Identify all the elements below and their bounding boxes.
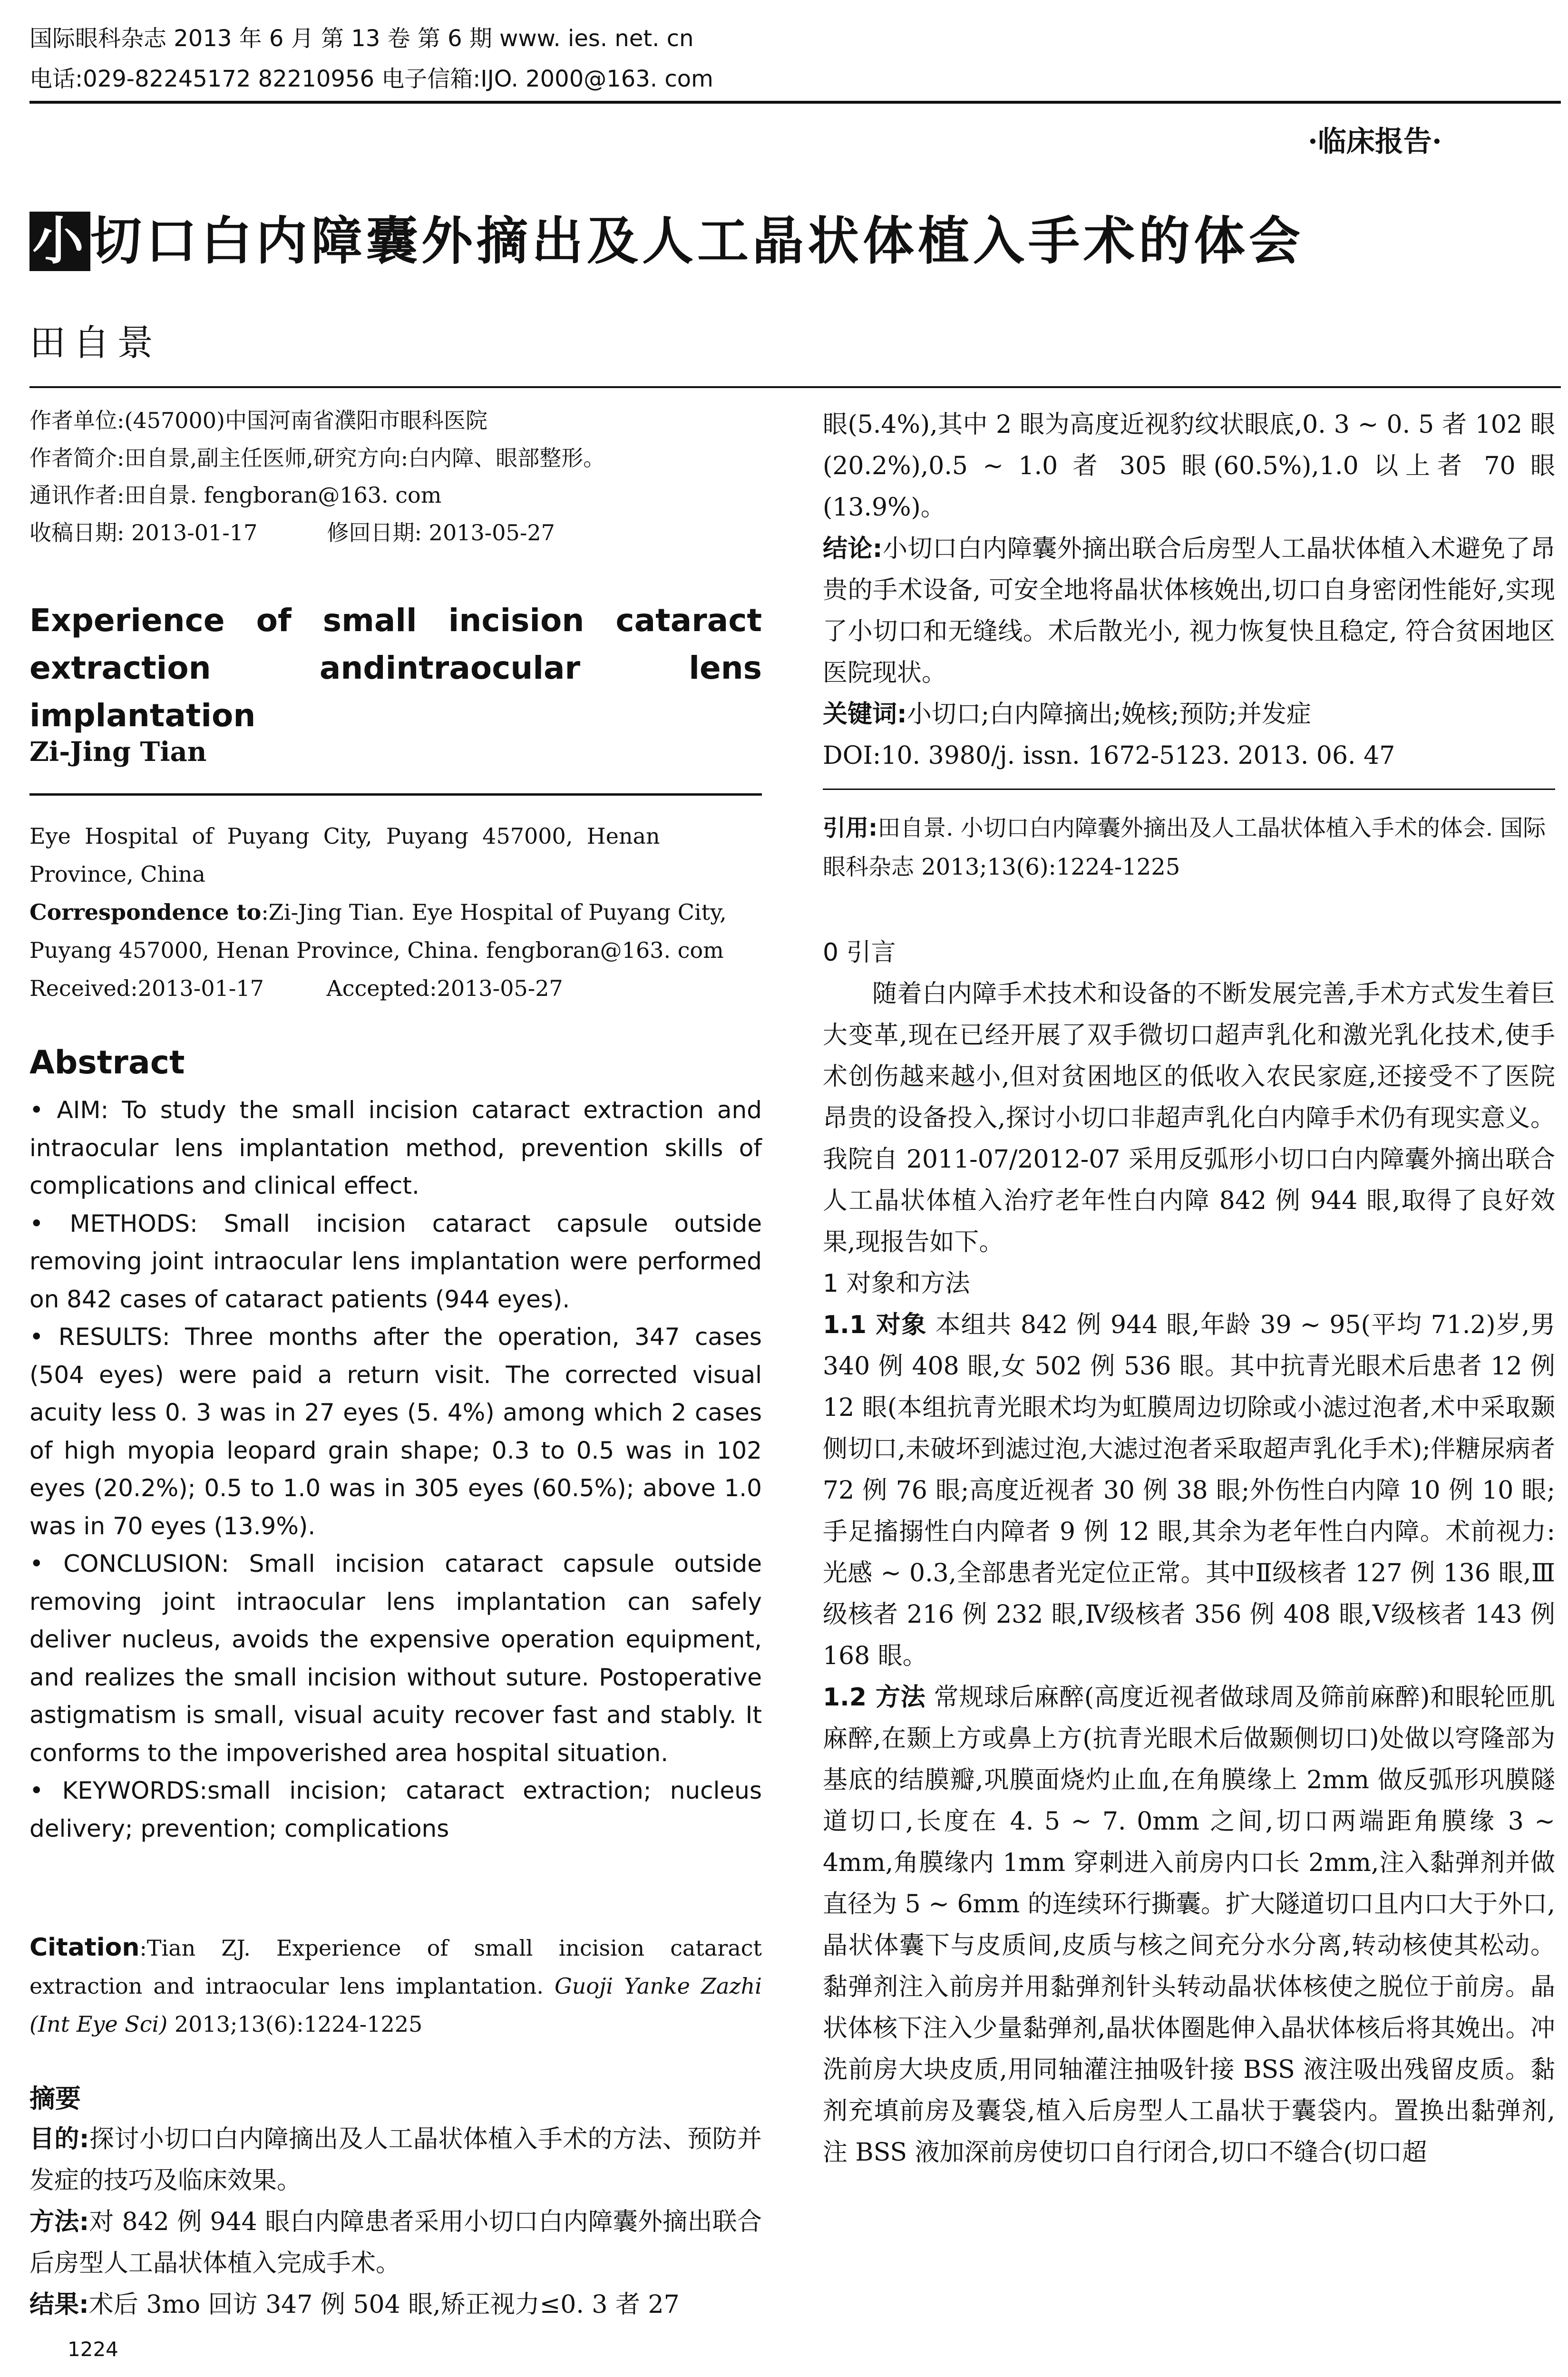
section-tag: ·临床报告· (1308, 125, 1442, 158)
title-rest: 切口白内障囊外摘出及人工晶状体植入手术的体会 (90, 212, 1305, 271)
english-author: Zi-Jing Tian (29, 736, 207, 768)
zh-conclusion-text: 小切口白内障囊外摘出联合后房型人工晶状体植入术避免了昂贵的手术设备, 可安全地将晶状体核娩出,切口自身密闭性能好,实现了小切口和无缝线。术后散光小, 视力恢复快且稳定, 符合贫困地区医院现状。 (823, 535, 1555, 687)
citation-zh (823, 809, 1555, 887)
subsection-1-2-label: 1.2 方法 (823, 1683, 926, 1712)
zh-abstract-continued (823, 404, 1555, 777)
journal-info-line: 国际眼科杂志 2013 年 6 月 第 13 卷 第 6 期 www. ies. net. cn (29, 25, 694, 52)
zh-abstract-body (29, 2119, 762, 2326)
citation-label: Citation (29, 1933, 140, 1962)
zh-keywords-text: 小切口;白内障摘出;娩核;预防;并发症 (906, 700, 1311, 729)
abstract-results: • RESULTS: Three months after the operation, 347 cases (504 eyes) were paid a return visit. The corrected visual acuity less 0. 3 was in 27 eyes (5. 4%) among which 2 cases of high myopia leopard grain shape; 0.3 to 0.5 was in 102 eyes (20.2%); 0.5 to 1.0 was in 305 eyes (60.5%); above 1.0 was in 70 eyes (13.9%). (29, 1323, 762, 1540)
zh-results-text-b: 眼(5.4%),其中 2 眼为高度近视豹纹状眼底,0. 3 ~ 0. 5 者 102 眼(20.2%),0.5 ~ 1.0 者 305 眼(60.5%),1.0 以上者 70 眼(13.9%)。 (823, 410, 1555, 522)
zh-aim-label: 目的: (29, 2125, 89, 2153)
section-0-paragraph: 随着白内障手术技术和设备的不断发展完善,手术方式发生着巨大变革,现在已经开展了双手微切口超声乳化和激光乳化技术,使手术创伤越来越小,但对贫困地区的低收入农民家庭,还接受不了医院昂贵的设备投入,探讨小切口非超声乳化白内障手术仍有现实意义。我院自 2011-07/2012-07 采用反弧形小切口白内障囊外摘出联合人工晶状体植入治疗老年性白内障 842 例 944 眼,取得了良好效果,现报告如下。 (823, 980, 1555, 1257)
citation-text: :Tian ZJ. Experience of small incision cataract extraction and intraocular lens implantation. (29, 1935, 762, 1999)
left-column (29, 402, 762, 551)
affiliation-corr: 通讯作者:田自景. fengboran@163. com (29, 482, 442, 508)
english-address-1: Eye Hospital of Puyang City, Puyang 457000, Henan (29, 823, 660, 849)
body-text (823, 932, 1555, 2173)
title-rule (29, 386, 1561, 388)
abstract-methods: • METHODS: Small incision cataract capsule outside removing joint intraocular lens implantation were performed on 842 cases of cataract patients (944 eyes). (29, 1209, 762, 1313)
zh-conclusion-label: 结论: (823, 535, 883, 563)
zh-aim-text: 探讨小切口白内障摘出及人工晶状体植入手术的方法、预防并发症的技巧及临床效果。 (29, 2125, 762, 2195)
abstract-heading: Abstract (29, 1044, 185, 1081)
citation-rule (823, 789, 1555, 790)
english-author-rule (29, 793, 762, 796)
correspondence-label: Correspondence to (29, 899, 262, 925)
citation-tail: 2013;13(6):1224-1225 (167, 2011, 423, 2037)
subsection-1-1-label: 1.1 对象 (823, 1311, 927, 1339)
citation-zh-label: 引用: (823, 815, 878, 841)
affiliation-bio: 作者简介:田自景,副主任医师,研究方向:白内障、眼部整形。 (29, 445, 605, 471)
subsection-1-2-text: 常规球后麻醉(高度近视者做球周及筛前麻醉)和眼轮匝肌麻醉,在颞上方或鼻上方(抗青光眼术后做颞侧切口)处做以穹隆部为基底的结膜瓣,巩膜面烧灼止血,在角膜缘上 2mm 做反弧形巩膜隧道切口,长度在 4. 5 ~ 7. 0mm 之间,切口两端距角膜缘 3 ~ 4mm,角膜缘内 1mm 穿刺进入前房内口长 2mm,注入黏弹剂并做直径为 5 ~ 6mm 的连续环行撕囊。扩大隧道切口且内口大于外口,晶状体囊下与皮质间,皮质与核之间充分水分离,转动核使其松动。黏弹剂注入前房并用黏弹剂针头转动晶状体核使之脱位于前房。晶状体核下注入少量黏弹剂,晶状体圈匙伸入晶状体核后将其娩出。冲洗前房大块皮质,用同轴灌注抽吸针接 BSS 液注吸出残留皮质。黏剂充填前房及囊袋,植入后房型人工晶状于囊袋内。置换出黏弹剂,注 BSS 液加深前房使切口自行闭合,切口不缝合(切口超 (823, 1683, 1555, 2167)
paper-title (29, 200, 1304, 273)
zh-methods-label: 方法: (29, 2208, 89, 2236)
abstract-conclusion: • CONCLUSION: Small incision cataract capsule outside removing joint intraocular lens implantation can safely deliver nucleus, avoids the expensive operation equipment, and realizes the small incision without suture. Postoperative astigmatism is small, visual acuity recover fast and stably. It conforms to the impoverished area hospital situation. (29, 1550, 762, 1767)
header-rule (29, 101, 1561, 104)
abstract-body (29, 1091, 762, 1848)
zh-results-text-a: 术后 3mo 回访 347 例 504 眼,矫正视力≤0. 3 者 27 (88, 2290, 680, 2319)
zh-keywords-label: 关键词: (823, 700, 907, 729)
abstract-keywords: • KEYWORDS:small incision; cataract extraction; nucleus delivery; prevention; complications (29, 1777, 762, 1842)
contact-info-line: 电话:029-82245172 82210956 电子信箱:IJO. 2000@163. com (29, 66, 713, 92)
zh-results-label: 结果: (29, 2290, 89, 2319)
citation-zh-text: 田自景. 小切口白内障囊外摘出及人工晶状体植入手术的体会. 国际眼科杂志 2013;13(6):1224-1225 (823, 815, 1546, 880)
doi: DOI:10. 3980/j. issn. 1672-5123. 2013. 06. 47 (823, 741, 1395, 770)
section-1-heading: 1 对象和方法 (823, 1269, 970, 1298)
affiliation-unit: 作者单位:(457000)中国河南省濮阳市眼科医院 (29, 408, 487, 433)
english-address-2: Province, China (29, 861, 205, 887)
correspondence-text-1: :Zi-Jing Tian. Eye Hospital of Puyang City, (261, 899, 727, 925)
citation-journal: Guoji Yanke Zazhi (Int Eye Sci) (29, 1973, 762, 2037)
english-title-line2: extraction andintraocular lens implantation (29, 650, 762, 734)
zh-abstract-heading: 摘要 (29, 2083, 81, 2114)
english-affiliation (29, 817, 762, 1007)
zh-methods-text: 对 842 例 944 眼白内障患者采用小切口白内障囊外摘出联合后房型人工晶状体植入完成手术。 (29, 2208, 762, 2278)
citation-en (29, 1929, 762, 2043)
english-title-line1: Experience of small incision cataract (29, 602, 762, 639)
correspondence-text-2: Puyang 457000, Henan Province, China. fengboran@163. com (29, 937, 724, 963)
received-accepted: Received:2013-01-17 Accepted:2013-05-27 (29, 975, 563, 1001)
english-title (29, 597, 762, 740)
affiliation-dates: 收稿日期: 2013-01-17 修回日期: 2013-05-27 (29, 519, 555, 546)
section-0-heading: 0 引言 (823, 938, 896, 967)
abstract-aim: • AIM: To study the small incision cataract extraction and intraocular lens implantation method, prevention skills of complications and clinical effect. (29, 1096, 762, 1199)
page-number: 1224 (68, 2338, 118, 2361)
author-name-zh: 田自景 (29, 321, 161, 364)
subsection-1-1-text: 本组共 842 例 944 眼,年龄 39 ~ 95(平均 71.2)岁,男 340 例 408 眼,女 502 例 536 眼。其中抗青光眼术后患者 12 例 12 眼(本组抗青光眼术均为虹膜周边切除或小滤过泡者,术中采取颞侧切口,未破坏到滤过泡,大滤过泡者采取超声乳化手术);伴糖尿病者 72 例 76 眼;高度近视者 30 例 38 眼;外伤性白内障 10 例 10 眼;手足搐搦性白内障者 9 例 12 眼,其余为老年性白内障。术前视力:光感 ~ 0.3,全部患者光定位正常。其中Ⅱ级核者 127 例 136 眼,Ⅲ级核者 216 例 232 眼,Ⅳ级核者 356 例 408 眼,Ⅴ级核者 143 例 168 眼。 (823, 1311, 1555, 1670)
title-initial-char: 小 (29, 212, 90, 271)
